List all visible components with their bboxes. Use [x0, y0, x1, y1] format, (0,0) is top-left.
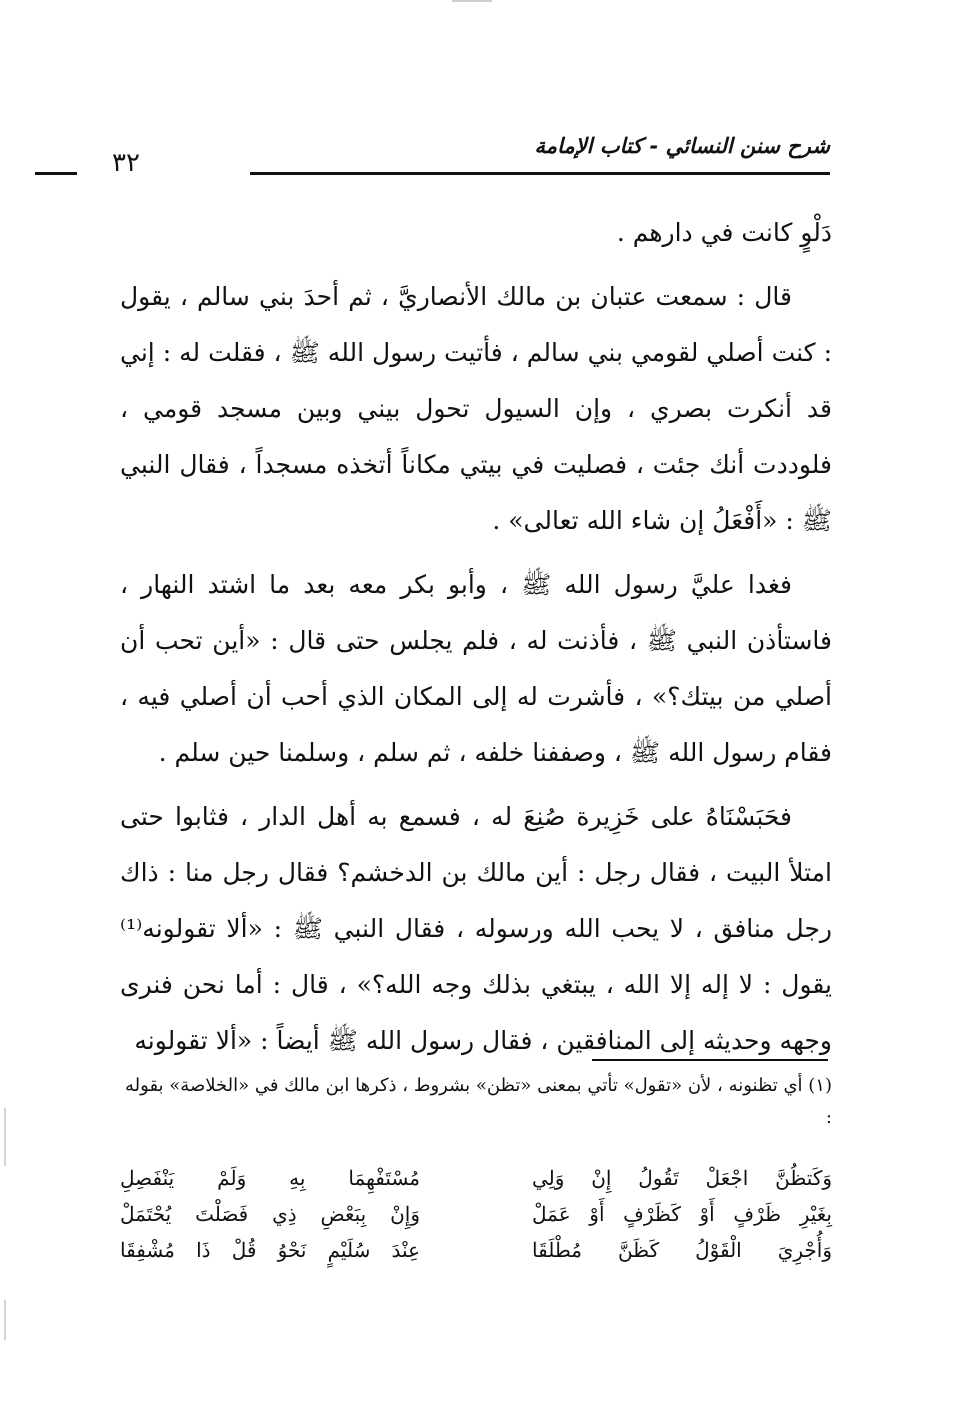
footnote: (١) أي تظنونه ، لأن «تقول» تأتي بمعنى «تظن» بشروط ، ذكرها ابن مالك في «الخلاصة» بقوله :: [125, 1075, 832, 1128]
running-title: شرح سنن النسائي - كتاب الإمامة: [534, 134, 830, 158]
top-edge-mark: [452, 0, 492, 2]
header-rule: [250, 172, 830, 175]
page-header: [122, 128, 830, 180]
main-text: [120, 205, 832, 1077]
paragraph: فحَبَسْنَاهُ على خَزِيرة صُنِعَ له ، فسمع به أهل الدار ، فثابوا حتى امتلأ البيت ، فقال رجل : أين مالك بن الدخشم؟ فقال رجل منا : ذاك رجل منافق ، لا يحب الله ورسوله ، فقال النبي ﷺ : «ألا تقولونه⁽¹⁾ يقول : لا إله إلا الله ، يبتغي بذلك وجه الله؟» ، قال : أما نحن فنرى وجهه وحديثه إلى المنافقين ، فقال رسول الله ﷺ أيضاً : «ألا تقولونه: [120, 802, 832, 1055]
verse-first-hemistich: وَأُجْرِيَ الْقَوْلُ كَظَنَّ مُطْلَقَا: [532, 1238, 832, 1262]
page-number: ٣٢: [112, 148, 140, 178]
scan-margin-mark: [4, 1300, 6, 1340]
paragraph: دَلْوٍ كانت في دارهم .: [616, 218, 832, 247]
verse-second-hemistich: عِنْدَ سُلَيْمٍ نَحْوُ قُلْ ذَا مُشْفِقَا: [120, 1238, 420, 1262]
footnote-rule: [592, 1059, 828, 1061]
scan-margin-mark: [4, 1108, 6, 1166]
verse-first-hemistich: بِغَيْرِ ظَرْفٍ أَوْ كَظَرْفٍ أَوْ عَمَلْ: [532, 1202, 832, 1226]
paragraph: قال : سمعت عتبان بن مالك الأنصاريَّ ، ثم أحدَ بني سالم ، يقول : كنت أصلي لقومي بني سالم ، فأتيت رسول الله ﷺ ، فقلت له : إني قد أنكرت بصري ، وإن السيول تحول بيني وبين مسجد قومي ، فلوددت أنك جئت ، فصليت في بيتي مكاناً أتخذه مسجداً ، فقال النبي ﷺ : «أَفْعَلُ إن شاء الله تعالى» .: [120, 282, 832, 535]
verse-second-hemistich: وَإِنْ بِبَعْضِ ذِي فَصَلْتَ يُحْتَمَلْ: [120, 1202, 420, 1226]
verse-second-hemistich: مُسْتَفْهِمَا بِهِ وَلَمْ يَنْفَصِلِ: [120, 1166, 420, 1190]
verse-line: [120, 1232, 832, 1268]
paragraph: فغدا عليَّ رسول الله ﷺ ، وأبو بكر معه بعد ما اشتد النهار ، فاستأذن النبي ﷺ ، فأذنت له ، فلم يجلس حتى قال : «أين تحب أن أصلي من بيتك؟» ، فأشرت له إلى المكان الذي أحب أن أصلي فيه ، فقام رسول الله ﷺ ، وصففنا خلفه ، ثم سلم ، وسلمنا حين سلم .: [120, 570, 832, 767]
poem-verses: [120, 1160, 832, 1268]
page-number-dash: [35, 172, 77, 175]
verse-first-hemistich: وَكَتظُنَّ اجْعَلْ تَقُولُ إِنْ وَلِي: [532, 1166, 832, 1190]
verse-line: [120, 1196, 832, 1232]
verse-line: [120, 1160, 832, 1196]
